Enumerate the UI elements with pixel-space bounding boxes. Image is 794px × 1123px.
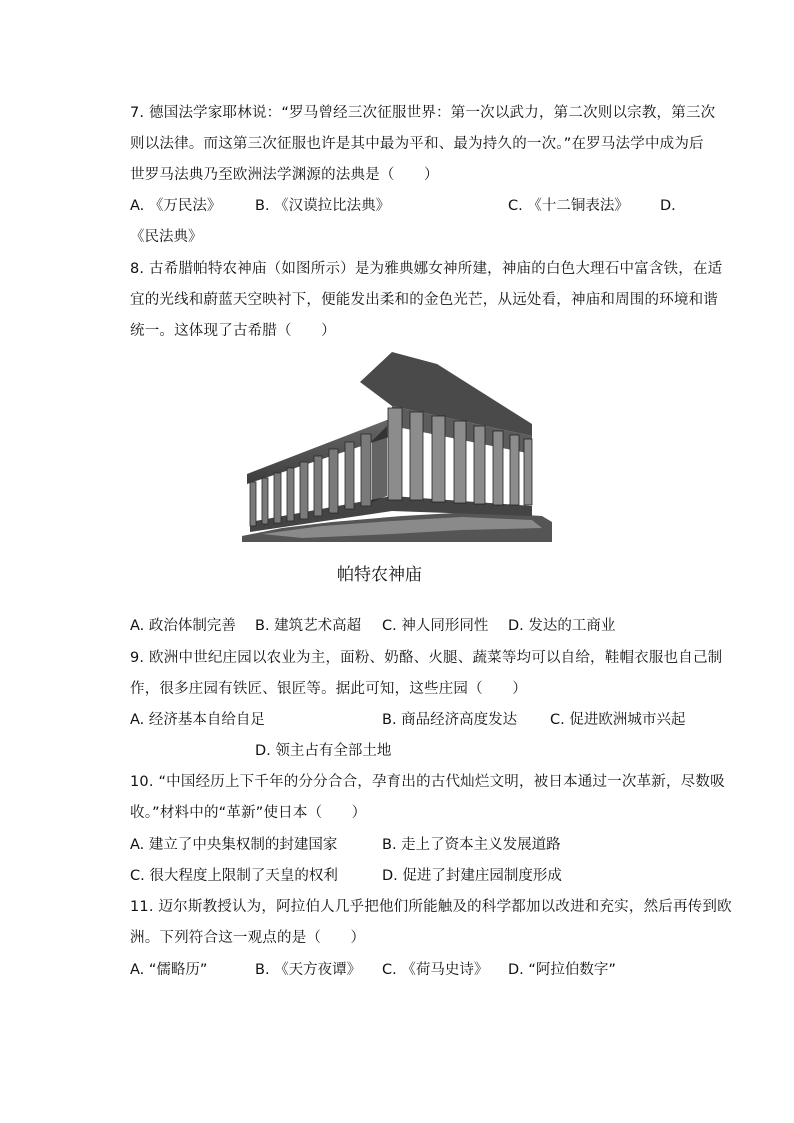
q8-stem-line2: 宜的光线和蔚蓝天空映衬下，便能发出柔和的金色光芒，从远处看，神庙和周围的环境和谐: [130, 292, 718, 308]
q9-option-d: D. 领主占有全部土地: [255, 743, 392, 759]
q7-option-c: C. 《十二铜表法》: [508, 198, 629, 214]
parthenon-image: [242, 346, 552, 542]
q11-stem-line1: 11. 迈尔斯教授认为，阿拉伯人几乎把他们所能触及的科学都加以改进和充实，然后再传到欧: [130, 899, 732, 915]
q8-option-c: C. 神人同形同性: [382, 618, 489, 634]
q10-option-d: D. 促进了封建庄园制度形成: [382, 868, 562, 884]
q11-stem-line2: 洲。下列符合这一观点的是（ ）: [130, 930, 366, 946]
q8-stem-line3: 统一。这体现了古希腊（ ）: [130, 323, 336, 339]
q9-option-c: C. 促进欧洲城市兴起: [550, 712, 686, 728]
q9-option-b: B. 商品经济高度发达: [382, 712, 518, 728]
q11-option-a: A. “儒略历”: [130, 962, 208, 978]
q8-option-a: A. 政治体制完善: [130, 618, 236, 634]
q10-option-a: A. 建立了中央集权制的封建国家: [130, 837, 338, 853]
q7-option-a: A. 《万民法》: [130, 198, 222, 214]
q8-stem-line1: 8. 古希腊帕特农神庙（如图所示）是为雅典娜女神所建，神庙的白色大理石中富含铁，在适: [130, 261, 723, 277]
q9-stem-line2: 作，很多庄园有铁匠、银匠等。据此可知，这些庄园（ ）: [130, 681, 527, 697]
q7-option-d-text: 《民法典》: [130, 229, 203, 245]
q10-option-c: C. 很大程度上限制了天皇的权利: [130, 868, 338, 884]
q10-stem-line1: 10. “中国经历上下千年的分分合合，孕育出的古代灿烂文明，被日本通过一次革新，尽数吸: [130, 774, 725, 790]
q7-option-d: D.: [660, 198, 676, 214]
q9-stem-line1: 9. 欧洲中世纪庄园以农业为主，面粉、奶酪、火腿、蔬菜等均可以自给，鞋帽衣服也自己制: [130, 650, 723, 666]
q9-option-a: A. 经济基本自给自足: [130, 712, 265, 728]
q11-option-b: B. 《天方夜谭》: [255, 962, 362, 978]
q7-stem-line2: 则以法律。而这第三次征服也许是其中最为平和、最为持久的一次。”在罗马法学中成为后: [130, 136, 704, 152]
q10-option-b: B. 走上了资本主义发展道路: [382, 837, 561, 853]
q7-stem-line1: 7. 德国法学家耶林说：“罗马曾经三次征服世界：第一次以武力，第二次则以宗教，第三次: [130, 105, 716, 121]
figure-caption: 帕特农神庙: [337, 565, 422, 585]
q8-option-b: B. 建筑艺术高超: [255, 618, 362, 634]
q7-stem-line3: 世罗马法典乃至欧洲法学渊源的法典是（ ）: [130, 167, 439, 183]
q10-stem-line2: 收。”材料中的“革新”使日本（ ）: [130, 805, 367, 821]
q8-option-d: D. 发达的工商业: [508, 618, 616, 634]
q11-option-d: D. “阿拉伯数字”: [508, 962, 616, 978]
q11-option-c: C. 《荷马史诗》: [382, 962, 489, 978]
q7-option-b: B. 《汉谟拉比法典》: [255, 198, 391, 214]
